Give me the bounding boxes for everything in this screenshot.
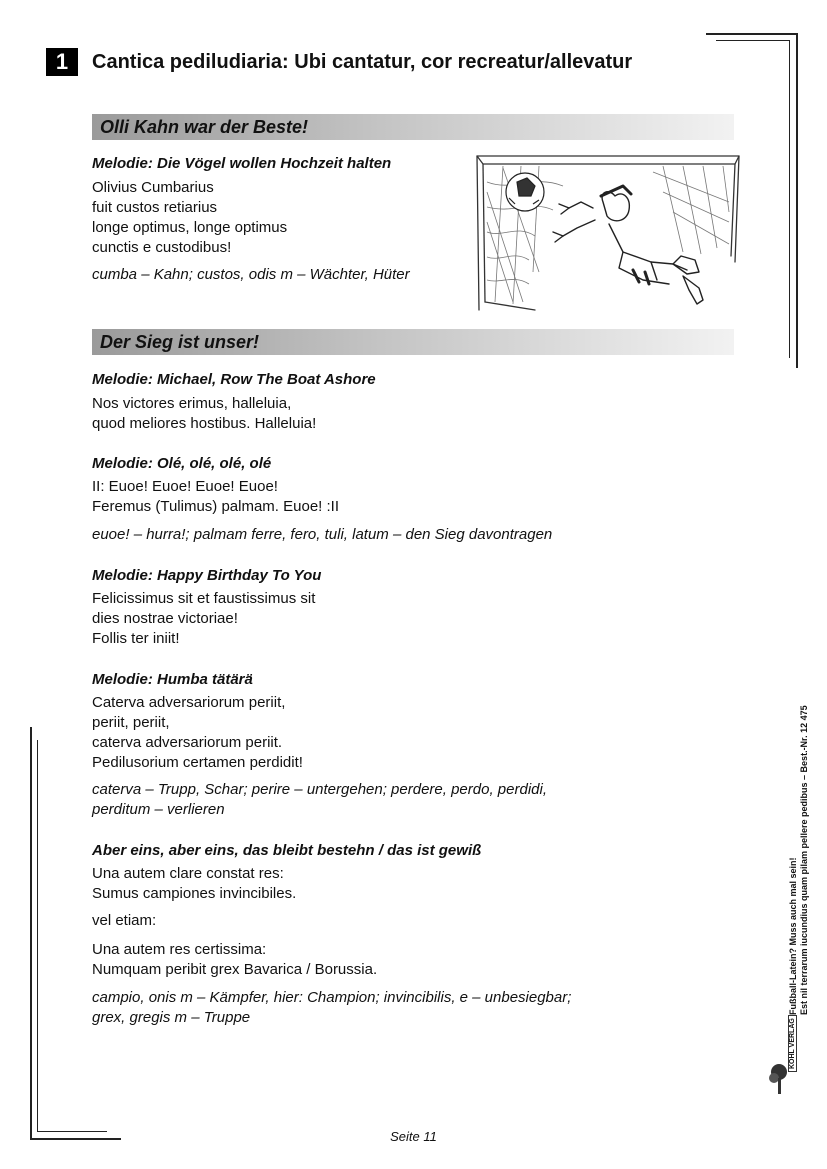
gloss-line: campio, onis m – Kämpfer, hier: Champion; invincibilis, e – unbesiegbar; (92, 989, 572, 1006)
frame-left-v (30, 727, 32, 1139)
worksheet-number: 1 (46, 48, 78, 76)
gloss-line: perditum – verlieren (92, 801, 225, 818)
melody-title: Melodie: Humba tätärä (92, 671, 253, 688)
page-title: Cantica pediludiaria: Ubi cantatur, cor recreatur/allevatur (92, 51, 633, 73)
gloss-line: cumba – Kahn; custos, odis m – Wächter, Hüter (92, 266, 410, 283)
lyric-line: Follis ter iniit! (92, 630, 180, 647)
lyric-line: vel etiam: (92, 912, 157, 929)
lyric-line: Olivius Cumbarius (92, 179, 214, 196)
song-lyrics (92, 940, 377, 980)
lyric-line: dies nostrae victoriae! (92, 610, 238, 627)
melody-title: Melodie: Michael, Row The Boat Ashore (92, 371, 376, 388)
imprint-line: Est nil terrarum iucundius quam pilam pellere pedibus – Best.-Nr. 12 475 (799, 705, 809, 1015)
vocabulary-gloss (92, 525, 552, 545)
lyric-line: caterva adversariorum periit. (92, 734, 283, 751)
lyric-line: Pedilusorium certamen perdidit! (92, 754, 303, 771)
song-lyrics (92, 589, 315, 649)
section-title: Der Sieg ist unser! (100, 332, 260, 352)
lyric-line: quod meliores hostibus. Halleluia! (92, 415, 317, 432)
vocabulary-gloss (92, 780, 547, 820)
lyric-line: longe optimus, longe optimus (92, 219, 288, 236)
song-lyrics (92, 394, 316, 434)
song-lyrics (92, 864, 296, 904)
section-bar-kahn (92, 114, 734, 140)
page-number: Seite 11 (390, 1129, 437, 1144)
frame-top-right-h (706, 33, 797, 35)
section-title: Olli Kahn war der Beste! (100, 117, 309, 137)
gloss-line: caterva – Trupp, Schar; perire – untergehen; perdere, perdo, perdidi, (92, 781, 547, 798)
lyric-line: Numquam peribit grex Bavarica / Borussia. (92, 961, 378, 978)
imprint-line: Fußball-Latein? Muss auch mal sein! (788, 857, 798, 1015)
lyric-line: Nos victores erimus, halleluia, (92, 395, 292, 412)
lyric-line: Feremus (Tulimus) palmam. Euoe! :II (92, 498, 340, 515)
sidebar-imprint (788, 705, 810, 1015)
lyric-line: Caterva adversariorum periit, (92, 694, 286, 711)
lyric-line: Felicissimus sit et faustissimus sit (92, 590, 316, 607)
melody-title: Melodie: Olé, olé, olé, olé (92, 455, 272, 472)
lyric-line: Una autem clare constat res: (92, 865, 284, 882)
song-lyrics (92, 477, 339, 517)
melody-title: Aber eins, aber eins, das bleibt bestehn / das ist gewiß (92, 842, 482, 859)
song-lyrics (92, 693, 303, 773)
alternative-note (92, 911, 156, 931)
publisher-logo-text: KOHL VERLAG (788, 1015, 797, 1072)
frame-right-v (796, 33, 798, 368)
lyric-line: II: Euoe! Euoe! Euoe! Euoe! (92, 478, 278, 495)
frame-top-right-h2 (716, 40, 790, 41)
lyric-line: periit, periit, (92, 714, 170, 731)
ball-icon (506, 173, 544, 211)
song-lyrics (92, 178, 287, 258)
frame-right-v2 (789, 40, 790, 358)
frame-left-v2 (37, 740, 38, 1132)
lyric-line: cunctis e custodibus! (92, 239, 232, 256)
publisher-logo-icon (768, 1062, 790, 1096)
gloss-line: grex, gregis m – Truppe (92, 1009, 251, 1026)
melody-title: Melodie: Happy Birthday To You (92, 567, 322, 584)
melody-title: Melodie: Die Vögel wollen Hochzeit halten (92, 155, 392, 172)
vocabulary-gloss (92, 988, 571, 1028)
lyric-line: fuit custos retiarius (92, 199, 218, 216)
section-bar-sieg (92, 329, 734, 355)
vocabulary-gloss (92, 265, 410, 285)
lyric-line: Una autem res certissima: (92, 941, 267, 958)
lyric-line: Sumus campiones invincibiles. (92, 885, 297, 902)
gloss-line: euoe! – hurra!; palmam ferre, fero, tuli, latum – den Sieg davontragen (92, 526, 553, 543)
goalkeeper-illustration (473, 152, 743, 314)
